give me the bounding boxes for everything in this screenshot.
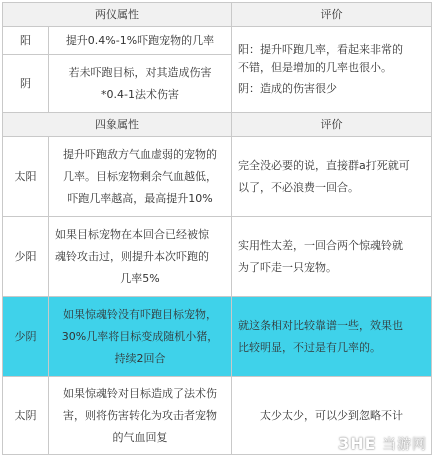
watermark-logo: 3HE [338,434,377,453]
table-row [3,137,432,217]
eval-line: 实用性太差，一回合两个惊魂铃就 [238,238,403,252]
section2-header-row [3,113,432,137]
eval-line: 阴：造成的伤害很少 [238,82,337,95]
eval-line: 就这条相对比较靠谱一些，效果也 [238,318,403,332]
eval-line: 不错，但是增加的几率也很小。 [238,61,392,74]
attr-effect-yin [49,55,232,113]
effect-line: *0.4-1法术伤害 [101,87,179,101]
attr-name-taiyang: 太阳 [3,137,49,217]
effect-line: 吓跑几率越高，最高提升10% [67,191,213,205]
effect-line: 持续2回合 [114,351,166,365]
section1-header-attr: 两仪属性 [3,3,232,27]
attr-name-taiyin: 太阴 [3,377,49,455]
table-row [3,27,432,55]
attr-effect-shaoyang [49,217,232,297]
attr-name-yin: 阴 [3,55,49,113]
section1-header-row [3,3,432,27]
attr-eval-shaoyang [232,217,432,297]
section2-header-eval: 评价 [232,113,432,137]
effect-line: 如果惊魂铃没有吓跑目标宠物， [63,307,217,321]
effect-line: 如果目标宠物在本回合已经被惊 [55,227,209,241]
attr-effect-taiyang [49,137,232,217]
attr-eval-taiyang [232,137,432,217]
table-row [3,217,432,297]
effect-line: 几率。目标宠物剩余气血越低， [63,169,217,183]
attr-effect-yang [49,27,232,55]
eval-line: 比较明显，不过是有几率的。 [238,340,381,354]
effect-line: 害，则将伤害转化为攻击者宠物 [63,408,217,422]
effect-line: 如果惊魂铃对目标造成了法术伤 [63,386,217,400]
attr-eval-shaoyin [232,297,432,377]
eval-line: 为了吓走一只宠物。 [238,260,337,274]
eval-line: 太少太少，可以少到忽略不计 [260,408,403,422]
effect-line: 的气血回复 [112,430,168,444]
watermark-site: 当游网 [382,437,427,453]
section2-header-attr: 四象属性 [3,113,232,137]
effect-line: 魂铃攻击过，则提升本次吓跑的 [55,249,209,263]
site-watermark [338,434,427,454]
attr-effect-shaoyin [49,297,232,377]
effect-line: 提升0.4%-1%吓跑宠物的几率 [65,33,215,47]
attribute-table [2,2,432,455]
effect-line: 几率5% [120,271,160,285]
section1-evaluation [232,27,432,113]
effect-line: 30%几率将目标变成随机小猪， [61,329,219,343]
eval-line: 完全没必要的说，直接群a打死就可 [238,158,410,172]
table-row-highlighted [3,297,432,377]
attr-effect-taiyin [49,377,232,455]
attr-name-yang: 阳 [3,27,49,55]
eval-line: 阳：提升吓跑几率，看起来非常的 [238,43,403,56]
eval-line: 以了，不必浪费一回合。 [238,180,359,194]
section1-header-eval: 评价 [232,3,432,27]
attr-name-shaoyin: 少阴 [3,297,49,377]
attr-name-shaoyang: 少阳 [3,217,49,297]
effect-line: 提升吓跑敌方气血虚弱的宠物的 [63,147,217,161]
effect-line: 若未吓跑目标，对其造成伤害 [68,65,212,79]
